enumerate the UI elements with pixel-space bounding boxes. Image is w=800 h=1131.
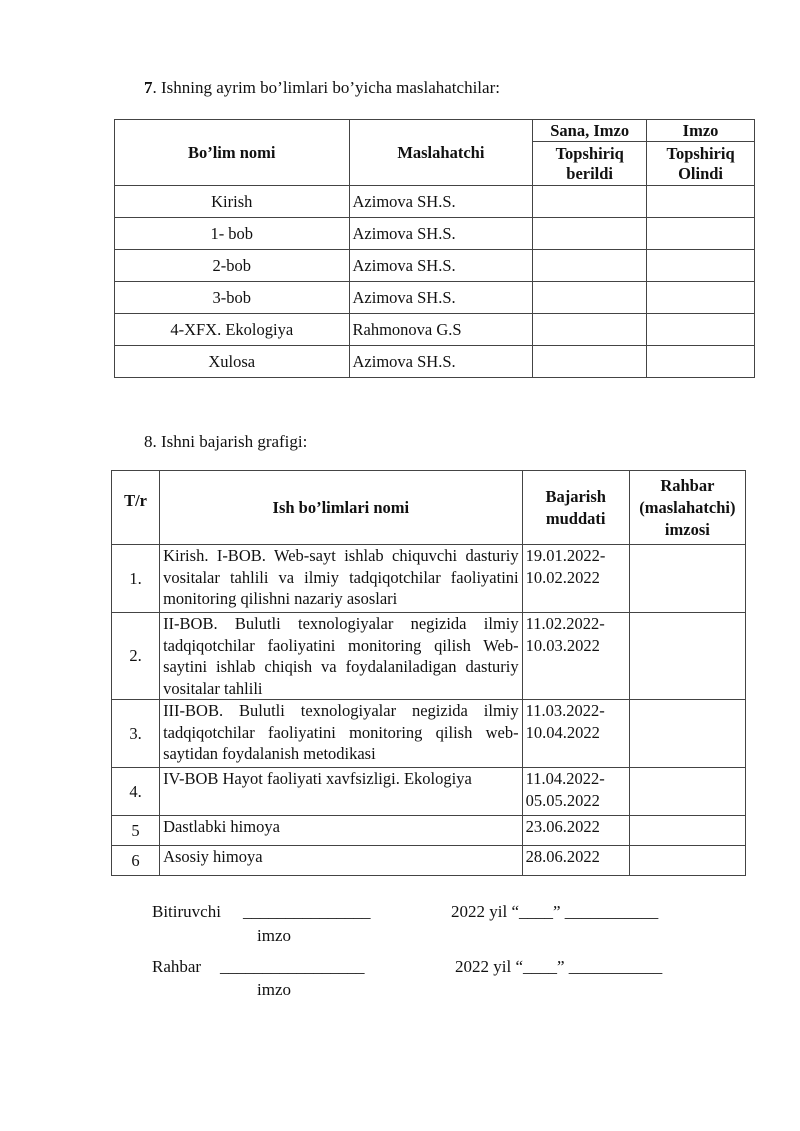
header-maslahatchi: Maslahatchi xyxy=(349,120,533,186)
row-number: 1. xyxy=(112,545,160,613)
row-muddat: 23.06.2022 xyxy=(522,816,629,846)
row-maslahatchi: Azimova SH.S. xyxy=(349,250,533,282)
header-sana-imzo: Sana, Imzo xyxy=(533,120,647,142)
row-muddat: 11.03.2022-10.04.2022 xyxy=(522,700,629,768)
consultants-table xyxy=(114,119,755,378)
row-imzo-cell[interactable] xyxy=(629,545,745,613)
section7-title: . Ishning ayrim bo’limlari bo’yicha maslahatchilar: xyxy=(152,78,500,97)
row-olindi-cell[interactable] xyxy=(647,282,755,314)
row-number: 4. xyxy=(112,768,160,816)
table-row xyxy=(115,186,755,218)
row-berildi-cell[interactable] xyxy=(533,282,647,314)
row-bolim: 4-XFX. Ekologiya xyxy=(115,314,350,346)
row-imzo-cell[interactable] xyxy=(629,768,745,816)
table-row xyxy=(112,700,746,768)
table-row xyxy=(112,768,746,816)
header-olindi: Topshiriq Olindi xyxy=(647,142,755,186)
table-row xyxy=(115,218,755,250)
row-olindi-cell[interactable] xyxy=(647,314,755,346)
table-row xyxy=(112,816,746,846)
section7-heading xyxy=(144,78,500,98)
signature-date-line-1[interactable]: 2022 yil “____” ___________ xyxy=(451,902,659,921)
signature-imzo-caption: imzo xyxy=(257,980,291,999)
signature-date-line-2[interactable]: 2022 yil “____” ___________ xyxy=(455,957,663,976)
row-olindi-cell[interactable] xyxy=(647,186,755,218)
header-imzo: Imzo xyxy=(647,120,755,142)
table-row xyxy=(115,346,755,378)
row-maslahatchi: Azimova SH.S. xyxy=(349,346,533,378)
table-row xyxy=(112,545,746,613)
row-number: 2. xyxy=(112,613,160,700)
row-maslahatchi: Azimova SH.S. xyxy=(349,186,533,218)
row-imzo-cell[interactable] xyxy=(629,613,745,700)
signature-bitiruvchi-label: Bitiruvchi xyxy=(152,902,221,921)
table-row xyxy=(115,250,755,282)
header-tr: T/r xyxy=(112,471,160,545)
row-nomi: II-BOB. Bulutli texnologiyalar negizida ilmiy tadqiqotchilar faoliyatini monitoring qilish Web-saytini ishlab chiqish va foydalaniladigan dasturiy vositalar tahlili xyxy=(160,613,523,700)
signature-imzo-caption: imzo xyxy=(257,926,291,945)
row-nomi: Asosiy himoya xyxy=(160,846,523,876)
row-bolim: 1- bob xyxy=(115,218,350,250)
signature-bitiruvchi-line[interactable]: _______________ xyxy=(243,902,371,921)
section8-heading: 8. Ishni bajarish grafigi: xyxy=(144,432,308,451)
table-row xyxy=(112,846,746,876)
schedule-table xyxy=(111,470,746,876)
row-number: 6 xyxy=(112,846,160,876)
row-nomi: III-BOB. Bulutli texnologiyalar negizida ilmiy tadqiqotchilar faoliyatini monitoring qilish web-saytidan foydalanish metodikasi xyxy=(160,700,523,768)
row-nomi: IV-BOB Hayot faoliyati xavfsizligi. Ekologiya xyxy=(160,768,523,816)
header-rahbar: Rahbar (maslahatchi) imzosi xyxy=(629,471,745,545)
row-muddat: 19.01.2022-10.02.2022 xyxy=(522,545,629,613)
row-number: 3. xyxy=(112,700,160,768)
row-muddat: 11.04.2022-05.05.2022 xyxy=(522,768,629,816)
row-muddat: 11.02.2022-10.03.2022 xyxy=(522,613,629,700)
row-bolim: 3-bob xyxy=(115,282,350,314)
row-bolim: Kirish xyxy=(115,186,350,218)
signature-rahbar-line[interactable]: _________________ xyxy=(220,957,365,976)
row-nomi: Kirish. I-BOB. Web-sayt ishlab chiquvchi dasturiy vositalar tahlili va ilmiy tadqiqotchilar faoliyatini monitoring qilishni nazariy asoslari xyxy=(160,545,523,613)
row-imzo-cell[interactable] xyxy=(629,700,745,768)
row-maslahatchi: Rahmonova G.S xyxy=(349,314,533,346)
row-imzo-cell[interactable] xyxy=(629,816,745,846)
row-number: 5 xyxy=(112,816,160,846)
row-berildi-cell[interactable] xyxy=(533,218,647,250)
header-berildi: Topshiriq berildi xyxy=(533,142,647,186)
row-maslahatchi: Azimova SH.S. xyxy=(349,282,533,314)
table-row xyxy=(115,314,755,346)
row-berildi-cell[interactable] xyxy=(533,314,647,346)
row-olindi-cell[interactable] xyxy=(647,250,755,282)
row-muddat: 28.06.2022 xyxy=(522,846,629,876)
row-berildi-cell[interactable] xyxy=(533,250,647,282)
table-row xyxy=(115,282,755,314)
header-bolim: Bo’lim nomi xyxy=(115,120,350,186)
section7-number: 7 xyxy=(144,78,153,97)
signature-rahbar-label: Rahbar xyxy=(152,957,202,976)
row-bolim: Xulosa xyxy=(115,346,350,378)
row-nomi: Dastlabki himoya xyxy=(160,816,523,846)
row-berildi-cell[interactable] xyxy=(533,186,647,218)
row-maslahatchi: Azimova SH.S. xyxy=(349,218,533,250)
table-row xyxy=(112,613,746,700)
row-bolim: 2-bob xyxy=(115,250,350,282)
row-berildi-cell[interactable] xyxy=(533,346,647,378)
header-nomi: Ish bo’limlari nomi xyxy=(160,471,523,545)
row-imzo-cell[interactable] xyxy=(629,846,745,876)
row-olindi-cell[interactable] xyxy=(647,218,755,250)
row-olindi-cell[interactable] xyxy=(647,346,755,378)
header-muddat: Bajarish muddati xyxy=(522,471,629,545)
